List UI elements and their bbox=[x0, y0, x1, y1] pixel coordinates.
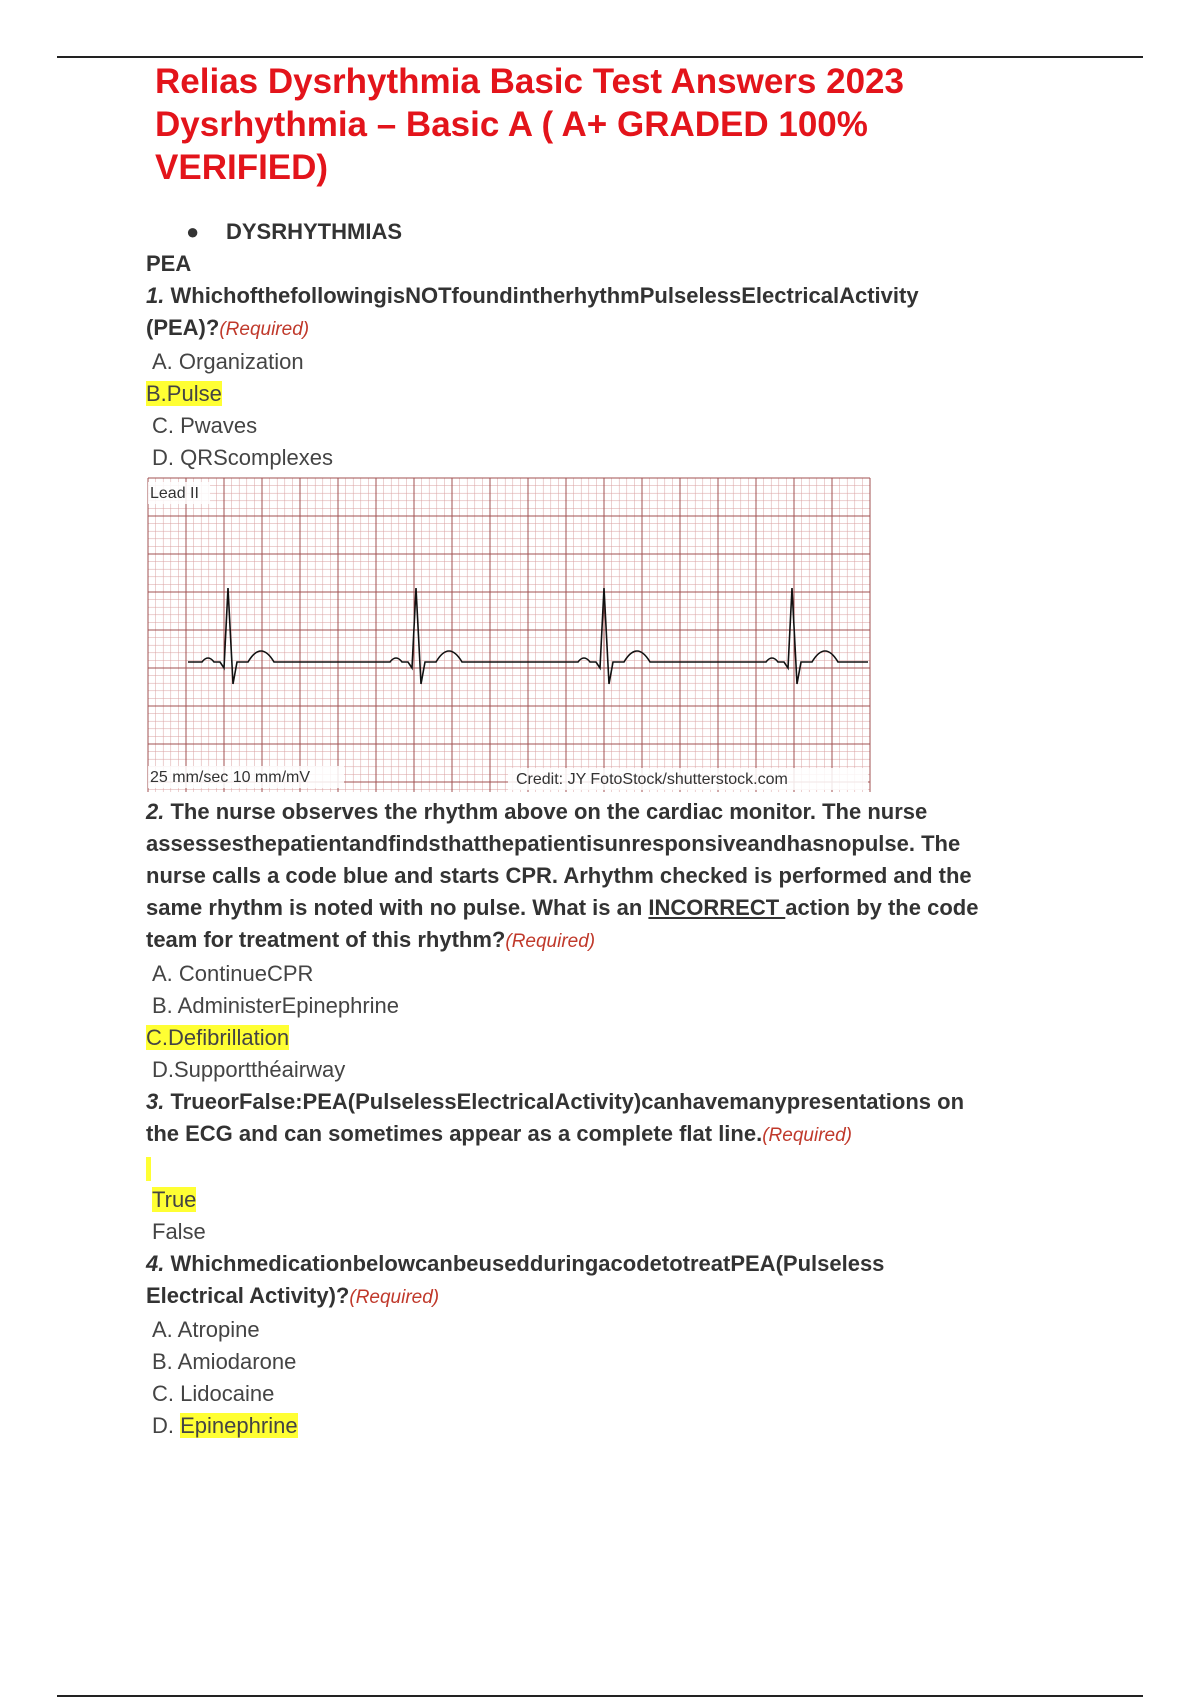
option: C. Pwaves bbox=[152, 413, 258, 438]
question-number: 1. bbox=[146, 283, 165, 308]
option-correct bbox=[146, 378, 1086, 410]
option: B. Amiodarone bbox=[152, 1349, 297, 1374]
required-label: (Required) bbox=[505, 931, 596, 952]
question-text: action by the code bbox=[785, 895, 979, 920]
document-title bbox=[155, 60, 1035, 187]
question-text: WhichmedicationbelowcanbeusedduringacodetotreatPEA(Pulseless bbox=[170, 1251, 885, 1276]
question-3-line-1 bbox=[146, 1086, 1086, 1118]
question-1-line-2 bbox=[146, 312, 1086, 346]
scale-label: 25 mm/sec 10 mm/mV bbox=[150, 769, 311, 786]
title-line-1: Relias Dysrhythmia Basic Test Answers 2023 bbox=[155, 62, 904, 101]
question-number: 3. bbox=[146, 1089, 165, 1114]
question-text: the ECG and can sometimes appear as a complete flat line. bbox=[146, 1121, 763, 1146]
option: D.Supportthéairway bbox=[152, 1057, 346, 1082]
lead-label: Lead II bbox=[150, 485, 199, 502]
question-text: team for treatment of this rhythm? bbox=[146, 927, 506, 952]
question-2-line-5 bbox=[146, 924, 1086, 958]
section-bullet bbox=[146, 216, 1086, 248]
option-correct bbox=[146, 1184, 1086, 1216]
question-2-line-4 bbox=[146, 892, 1086, 924]
question-number: 4. bbox=[146, 1251, 165, 1276]
answer-highlight: Epinephrine bbox=[180, 1413, 298, 1438]
option: D. QRScomplexes bbox=[152, 445, 333, 470]
option-correct bbox=[146, 1022, 1086, 1054]
document-body bbox=[146, 216, 1086, 1442]
section-heading: DYSRHYTHMIAS bbox=[226, 219, 403, 244]
ecg-chart bbox=[148, 478, 870, 792]
required-label: (Required) bbox=[762, 1125, 852, 1146]
bottom-rule bbox=[57, 1695, 1143, 1697]
question-number: 2. bbox=[146, 799, 165, 824]
question-text: (PEA)? bbox=[146, 315, 220, 340]
question-2-line-2: assessesthepatientandfindsthatthepatientisunresponsiveandhasnopulse. The bbox=[146, 831, 961, 856]
option: A. ContinueCPR bbox=[152, 961, 314, 986]
question-4-line-1 bbox=[146, 1248, 1086, 1280]
question-2-line-3: nurse calls a code blue and starts CPR. Arhythm checked is performed and the bbox=[146, 863, 972, 888]
top-rule bbox=[57, 56, 1143, 58]
option-letter: D. bbox=[152, 1413, 181, 1438]
bullet-dot-icon: ● bbox=[186, 219, 200, 244]
question-text: The nurse observes the rhythm above on the cardiac monitor. The nurse bbox=[170, 799, 928, 824]
question-2-line-1 bbox=[146, 796, 1086, 828]
ecg-strip-image bbox=[148, 478, 870, 792]
cursor-line bbox=[146, 1152, 1086, 1184]
question-1-line-1 bbox=[146, 280, 1086, 312]
required-label: (Required) bbox=[219, 319, 310, 340]
ecg-background bbox=[148, 478, 870, 792]
highlight-mark bbox=[146, 1157, 151, 1181]
option: False bbox=[152, 1219, 206, 1244]
required-label: (Required) bbox=[349, 1287, 440, 1308]
option: C. Lidocaine bbox=[152, 1381, 275, 1406]
question-text: WhichofthefollowingisNOTfoundintherhythmPulselessElectricalActivity bbox=[170, 283, 919, 308]
title-line-3: VERIFIED) bbox=[155, 148, 329, 187]
option: A. Atropine bbox=[152, 1317, 260, 1342]
question-text: same rhythm is noted with no pulse. What is an bbox=[146, 895, 649, 920]
option: B. AdministerEpinephrine bbox=[152, 993, 400, 1018]
answer-highlight: C.Defibrillation bbox=[146, 1025, 290, 1050]
question-text: TrueorFalse:PEA(PulselessElectricalActivity)canhavemanypresentations on bbox=[170, 1089, 965, 1114]
answer-highlight: B.Pulse bbox=[146, 381, 222, 406]
subheading: PEA bbox=[146, 251, 192, 276]
question-text: Electrical Activity)? bbox=[146, 1283, 350, 1308]
option: A. Organization bbox=[152, 349, 304, 374]
credit-label: Credit: JY FotoStock/shutterstock.com bbox=[516, 771, 788, 788]
question-4-line-2 bbox=[146, 1280, 1086, 1314]
underlined-term: INCORRECT bbox=[648, 895, 786, 920]
title-line-2: Dysrhythmia – Basic A ( A+ GRADED 100% bbox=[155, 105, 868, 144]
question-3-line-2 bbox=[146, 1118, 1086, 1152]
answer-highlight: True bbox=[152, 1187, 197, 1212]
option-correct bbox=[146, 1410, 1086, 1442]
